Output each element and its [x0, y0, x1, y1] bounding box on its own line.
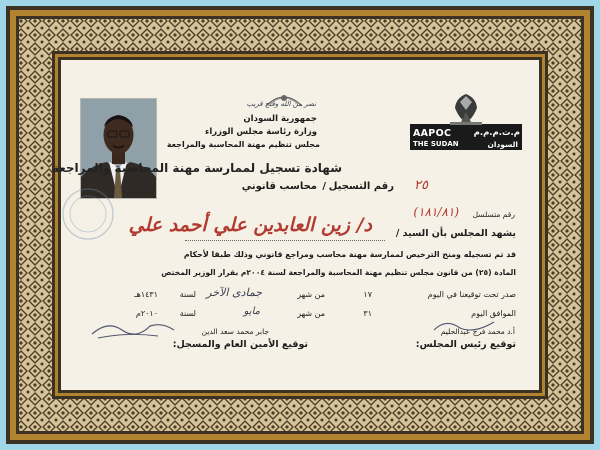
- council-title: مجلس تنظيم مهنة المحاسبة والمراجعة: [166, 140, 320, 149]
- profession-label: محاسب قانوني: [241, 181, 317, 192]
- secretary-name: جابر محمد سعد الدين: [201, 327, 269, 336]
- corresponding-label: الموافق اليوم: [471, 309, 516, 318]
- hijri-month: جمادى الآخر: [206, 286, 262, 299]
- intro-text: يشهد المجلس بأن السيد /: [395, 228, 516, 239]
- greg-day: ٣١: [363, 309, 372, 318]
- logo-country-latin: THE SUDAN: [413, 140, 459, 148]
- logo-country-arabic: السودان: [487, 140, 518, 149]
- year-label-1: لسنة: [179, 290, 196, 299]
- body-line-2: المادة (٢٥) من قانون مجلس تنظيم مهنة المحاسبة والمراجعة لسنة ٢٠٠٤م بقرار الوزير المختص: [161, 268, 516, 277]
- holder-photo: [80, 98, 157, 199]
- president-title: توقيع رئيس المجلس:: [415, 339, 516, 350]
- secretary-signature: [88, 314, 178, 342]
- greg-year: ٢٠١٠م: [135, 309, 158, 318]
- body-line-1: قد تم تسجيله ومنح الترخيص لممارسة مهنة محاسب ومراجع قانوني وذلك طبقا لأحكام: [183, 250, 516, 259]
- year-label-2: لسنة: [179, 309, 196, 318]
- reg-slash: /: [322, 181, 326, 192]
- name-underline: [185, 240, 385, 241]
- holder-name: د/ زين العابدين علي أحمد علي: [128, 214, 372, 236]
- reg-number-label: رقم التسجيل: [328, 181, 394, 192]
- reg-number-value: ٢٥: [414, 178, 428, 193]
- issued-label: صدر تحت توقيعنا في اليوم: [427, 290, 516, 299]
- logo-abbr-latin: AAPOC: [413, 128, 452, 139]
- serial-value: (١٨١/٨١): [413, 205, 459, 219]
- month-label-2: من شهر: [297, 309, 325, 318]
- president-signature: [430, 314, 500, 336]
- ministry-title: وزارة رئاسة مجلس الوزراء: [204, 127, 317, 137]
- official-stamp: [60, 186, 116, 242]
- month-label-1: من شهر: [297, 290, 325, 299]
- hijri-year: ١٤٣١هـ: [134, 290, 158, 299]
- president-name: أ.د محمد فرج عبدالحليم: [440, 327, 515, 336]
- logo-abbr-arabic: م.ت.م.م.م: [473, 128, 520, 138]
- emblem-motto: نصر من الله وفتح قريب: [246, 100, 316, 108]
- portrait-image: [81, 99, 156, 198]
- serial-label: رقم متسلسل: [472, 210, 515, 219]
- greg-month: مايو: [243, 306, 260, 317]
- republic-title: جمهورية السودان: [243, 114, 317, 124]
- secretary-title: توقيع الأمين العام والمسجل:: [172, 339, 308, 350]
- certificate-title: شهادة تسجيل لممارسة مهنة المحاسبة والمراجعة: [51, 161, 342, 175]
- hijri-day: ١٧: [363, 290, 372, 299]
